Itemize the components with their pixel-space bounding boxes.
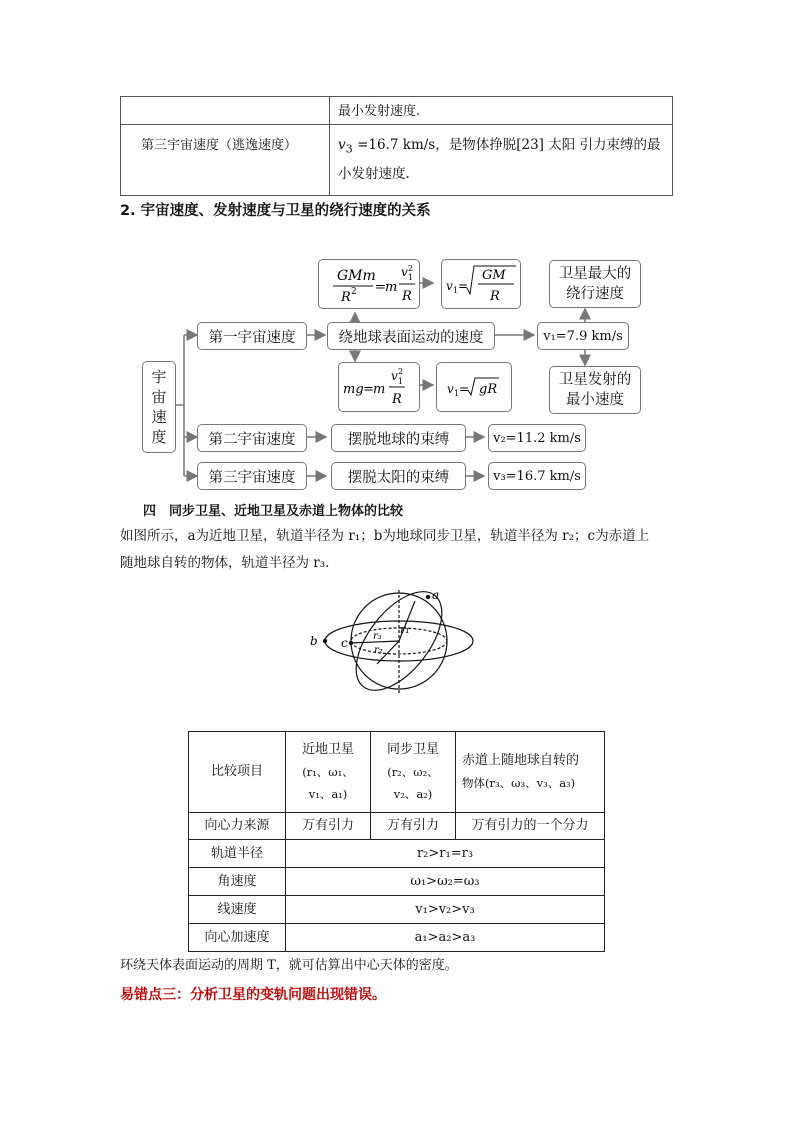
header-line: (r₁、ω₁、 bbox=[302, 765, 354, 779]
header-cell bbox=[456, 732, 605, 813]
row-label: 轨道半径 bbox=[189, 840, 286, 868]
svg-text:GMm: GMm bbox=[337, 268, 376, 284]
table-cell bbox=[330, 97, 673, 125]
table-cell: ω₁>ω₂=ω₃ bbox=[286, 868, 605, 896]
header-cell: 比较项目 bbox=[189, 732, 286, 813]
svg-text:m: m bbox=[385, 280, 398, 295]
gravity-formula-box bbox=[318, 259, 420, 309]
warning-heading: 易错点三：分析卫星的变轨问题出现错误。 bbox=[120, 987, 386, 1003]
v-value: =16.7 km/s bbox=[352, 137, 436, 153]
svg-text:GM: GM bbox=[482, 268, 506, 283]
table-cell bbox=[121, 125, 330, 196]
svg-text:R: R bbox=[392, 392, 402, 407]
header-line: 赤道上随地球自转的 bbox=[462, 753, 580, 768]
svg-text:1: 1 bbox=[398, 377, 404, 386]
table-cell: 万有引力 bbox=[286, 813, 371, 840]
svg-text:m: m bbox=[373, 382, 386, 397]
svg-text:1: 1 bbox=[453, 286, 459, 295]
v-symbol: v bbox=[338, 137, 346, 153]
svg-text:=: = bbox=[375, 280, 386, 295]
mg-formula bbox=[339, 363, 419, 411]
table-cell bbox=[121, 97, 330, 125]
escape-sun-box: 摆脱太阳的束缚 bbox=[331, 462, 466, 490]
surface-velocity-box: 绕地球表面运动的速度 bbox=[327, 322, 495, 350]
header-line: 物体(r₃、ω₃、v₃、a₃) bbox=[462, 776, 576, 790]
header-line: (r₂、ω₂、 bbox=[387, 765, 439, 779]
max-orbit-box bbox=[549, 260, 641, 308]
sqrt-formula bbox=[442, 260, 520, 308]
svg-text:=: = bbox=[458, 279, 469, 293]
gravity-formula bbox=[319, 260, 419, 308]
header-line: 同步卫星 bbox=[386, 742, 439, 757]
velocity-table bbox=[120, 96, 673, 196]
mg-formula-box bbox=[338, 362, 420, 412]
table-cell: v₁>v₂>v₃ bbox=[286, 896, 605, 924]
table-cell: 万有引力 bbox=[371, 813, 456, 840]
satellite-a-dot bbox=[426, 595, 430, 599]
svg-text:gR: gR bbox=[479, 382, 498, 397]
svg-text:1: 1 bbox=[454, 389, 460, 398]
label-r2: r₂ bbox=[374, 645, 383, 656]
label-a: a bbox=[432, 588, 440, 602]
satellite-b-dot bbox=[323, 639, 327, 643]
row-label: 角速度 bbox=[189, 868, 286, 896]
label-c: c bbox=[341, 636, 348, 650]
header-line: v₁、a₁) bbox=[308, 787, 348, 801]
row-label: 向心加速度 bbox=[189, 924, 286, 952]
svg-text:R: R bbox=[341, 290, 351, 305]
intro-line-1: 如图所示，a为近地卫星，轨道半径为 r₁；b为地球同步卫星，轨道半径为 r₂；c为赤道上 bbox=[120, 528, 650, 544]
intro-line-2: 随地球自转的物体，轨道半径为 r₃. bbox=[120, 555, 330, 571]
svg-text:v: v bbox=[401, 265, 408, 279]
svg-text:mg: mg bbox=[343, 382, 364, 397]
min-launch-line1: 卫星发射的 bbox=[558, 372, 632, 388]
v3-box: v₃=16.7 km/s bbox=[488, 462, 586, 490]
third-cosmic-velocity-label: 第三宇宙速度（逃逸速度） bbox=[141, 138, 298, 153]
v2-box: v₂=11.2 km/s bbox=[488, 424, 586, 452]
row-label: 向心力来源 bbox=[189, 813, 286, 840]
svg-text:2: 2 bbox=[408, 264, 414, 273]
svg-text:=: = bbox=[459, 382, 470, 396]
svg-text:2: 2 bbox=[398, 367, 404, 376]
v1-sqrt-gm-box bbox=[441, 259, 521, 309]
min-launch-box bbox=[549, 366, 641, 414]
table-cell: 万有引力的一个分力 bbox=[456, 813, 605, 840]
label-r3: r₃ bbox=[373, 631, 382, 642]
row-label: 线速度 bbox=[189, 896, 286, 924]
max-orbit-line1: 卫星最大的 bbox=[558, 266, 632, 282]
svg-text:2: 2 bbox=[351, 287, 357, 297]
section-title: 四 同步卫星、近地卫星及赤道上物体的比较 bbox=[143, 504, 404, 519]
first-velocity-box: 第一宇宙速度 bbox=[197, 322, 307, 350]
header-cell bbox=[286, 732, 371, 813]
after-table-text: 环绕天体表面运动的周期 T，就可估算出中心天体的密度。 bbox=[120, 958, 458, 973]
table-cell: a₁>a₂>a₃ bbox=[286, 924, 605, 952]
root-label: 宇宙速度 bbox=[151, 368, 167, 446]
third-cosmic-velocity-desc bbox=[330, 125, 672, 186]
third-velocity-box: 第三宇宙速度 bbox=[197, 462, 307, 490]
svg-text:1: 1 bbox=[408, 273, 414, 282]
max-orbit-line2: 绕行速度 bbox=[566, 286, 624, 302]
header-cell bbox=[371, 732, 456, 813]
table-cell bbox=[330, 125, 673, 196]
v-subscript: 3 bbox=[345, 142, 353, 156]
label-b: b bbox=[310, 634, 318, 648]
cell-text: 最小发射速度. bbox=[338, 104, 421, 119]
v1-sqrt-gr-box bbox=[436, 362, 512, 412]
orbit-figure bbox=[306, 585, 486, 695]
escape-earth-box: 摆脱地球的束缚 bbox=[331, 424, 466, 452]
min-launch-line2: 最小速度 bbox=[566, 392, 624, 408]
label-r1: r₁ bbox=[400, 623, 410, 636]
svg-text:v: v bbox=[391, 369, 398, 383]
svg-text:R: R bbox=[490, 289, 500, 304]
root-box bbox=[142, 361, 176, 453]
sqrt-gr-formula bbox=[437, 363, 511, 411]
second-velocity-box: 第二宇宙速度 bbox=[197, 424, 307, 452]
section-heading: 2. 宇宙速度、发射速度与卫星的绕行速度的关系 bbox=[120, 203, 431, 219]
comparison-table bbox=[188, 731, 605, 952]
svg-text:v: v bbox=[447, 382, 454, 396]
v1-box: v₁=7.9 km/s bbox=[537, 322, 629, 350]
svg-text:v: v bbox=[446, 279, 453, 293]
svg-text:=: = bbox=[363, 382, 374, 397]
svg-text:R: R bbox=[402, 289, 412, 304]
table-cell: r₂>r₁=r₃ bbox=[286, 840, 605, 868]
object-c-dot bbox=[349, 641, 353, 645]
header-line: v₂、a₂) bbox=[393, 787, 433, 801]
v-desc: ，是物体挣脱[23] 太阳 引力束缚的最小发射速度. bbox=[338, 137, 661, 182]
header-line: 近地卫星 bbox=[301, 742, 354, 757]
